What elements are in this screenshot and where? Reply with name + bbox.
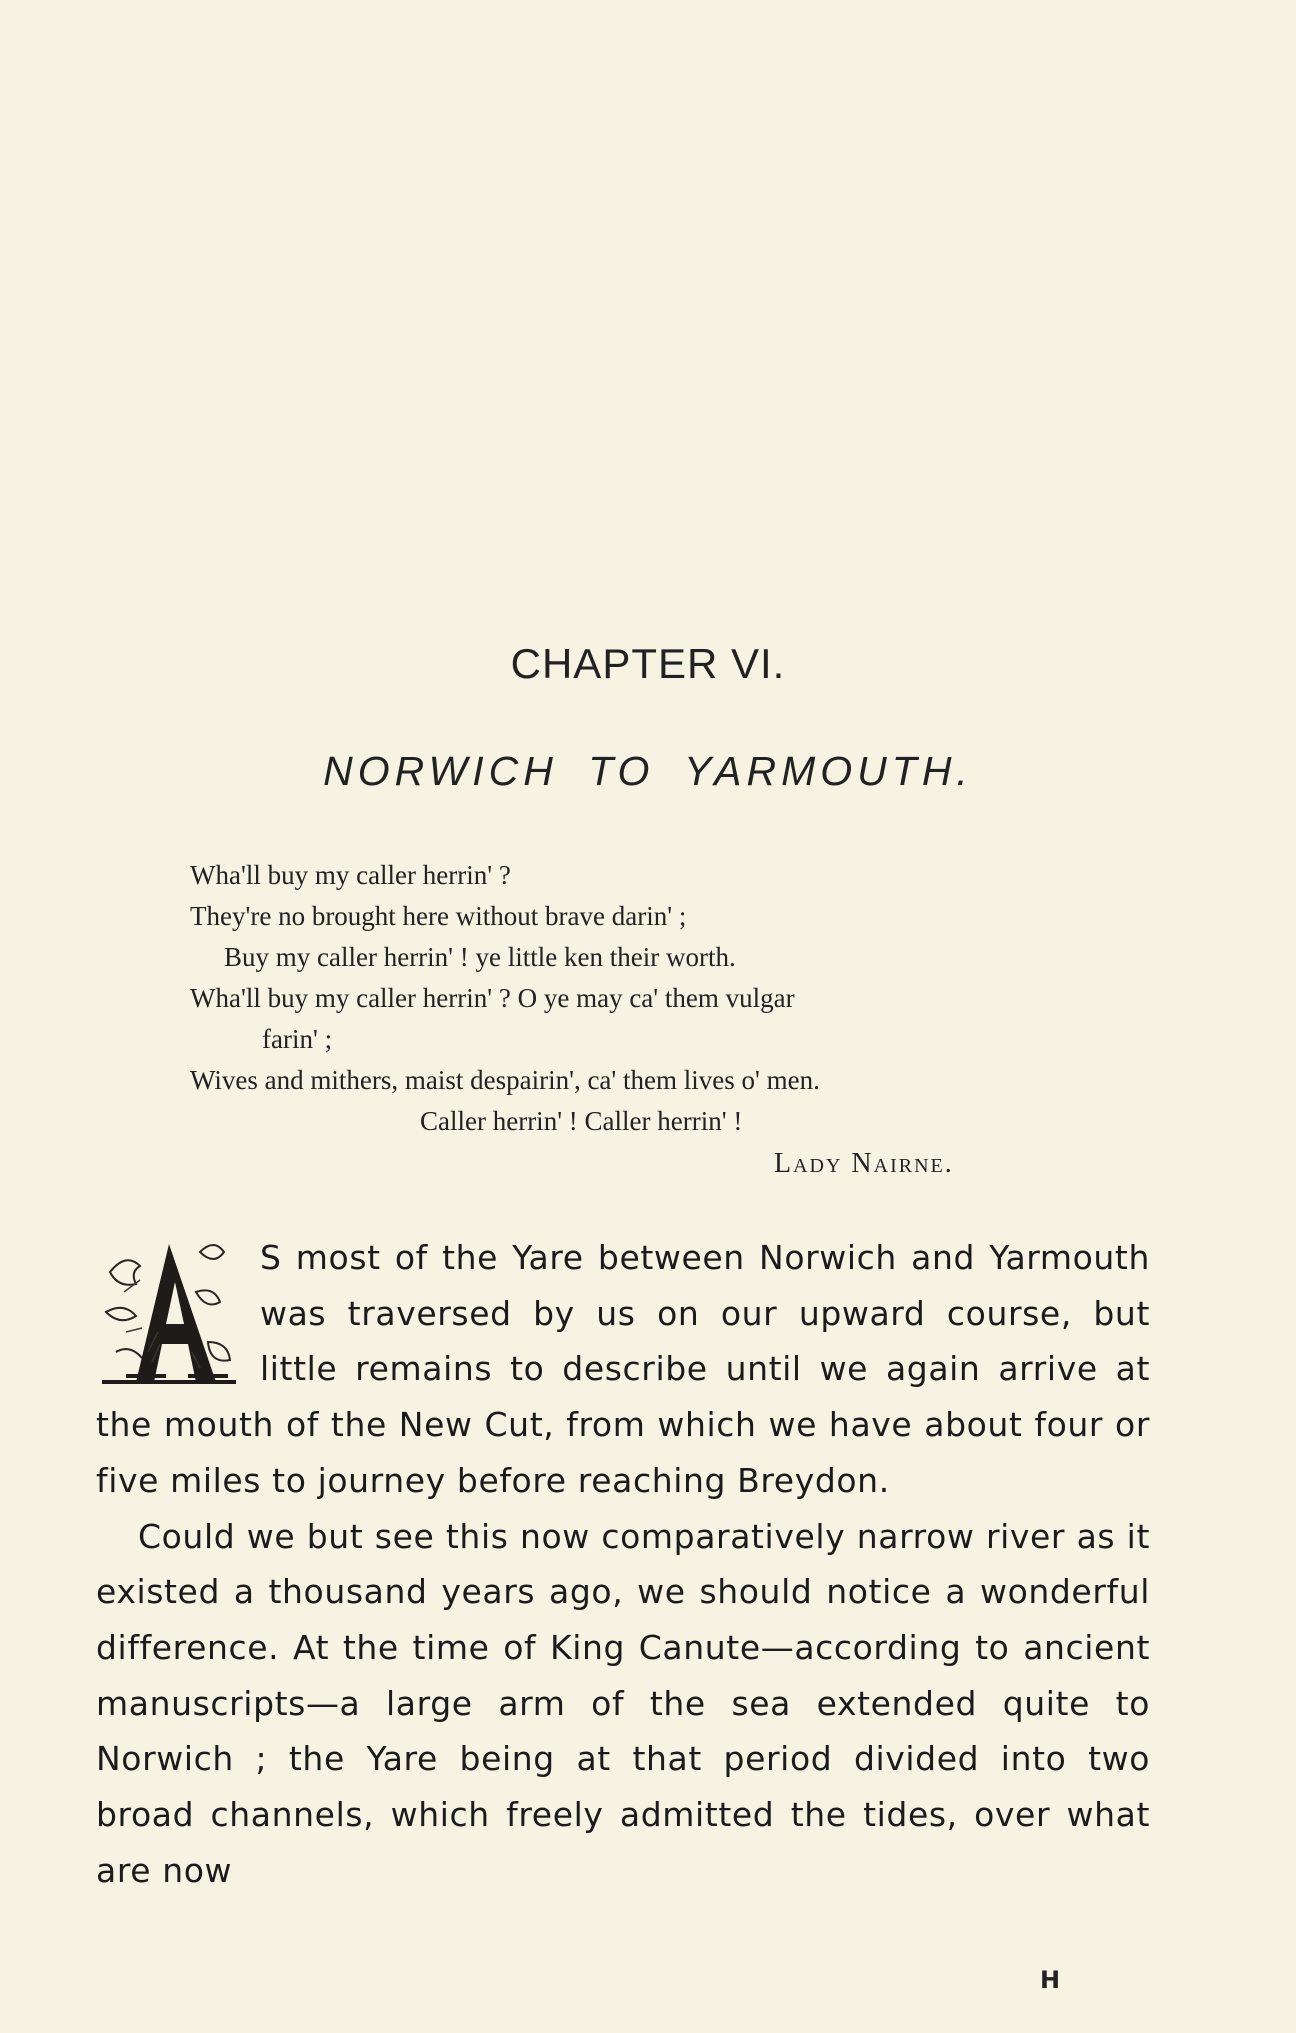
epigraph-line: Wha'll buy my caller herrin' ? O ye may ca' them vulgar bbox=[190, 983, 795, 1013]
chapter-number: CHAPTER VI. bbox=[510, 640, 786, 687]
epigraph-line: farin' ; bbox=[262, 1024, 333, 1054]
ornamental-drop-cap-a-icon bbox=[96, 1232, 242, 1392]
epigraph-attribution: Lady Nairne. bbox=[774, 1148, 954, 1179]
paragraph: Could we but see this now comparatively narrow river as it existed a thousand years ago, we should notice a wonderful difference. At the time of King Canute—according to ancient manuscripts—a large arm of the sea extended quite to Norwich ; the Yare being at that period divided into two broad channels, which freely admitted the tides, over what are now bbox=[96, 1516, 1150, 1890]
epigraph-line: Wives and mithers, maist despairin', ca' them lives o' men. bbox=[190, 1065, 820, 1095]
chapter-title: NORWICH TO YARMOUTH. bbox=[323, 748, 973, 794]
epigraph-line: Wha'll buy my caller herrin' ? bbox=[190, 860, 511, 890]
epigraph-line: They're no brought here without brave darin' ; bbox=[190, 901, 687, 931]
epigraph-line: Caller herrin' ! Caller herrin' ! bbox=[420, 1106, 743, 1136]
paragraph-text: S most of the Yare between Norwich and Yarmouth was traversed by us on our upward course, but little remains to describe until we again arrive at the mouth of the New Cut, from which we have about four or five miles to journey before reaching Breydon. bbox=[96, 1238, 1150, 1500]
epigraph-line: Buy my caller herrin' ! ye little ken their worth. bbox=[224, 942, 736, 972]
chapter-body bbox=[96, 1230, 1150, 1898]
paragraph bbox=[96, 1230, 1150, 1509]
signature-mark: H bbox=[1040, 1966, 1061, 1994]
